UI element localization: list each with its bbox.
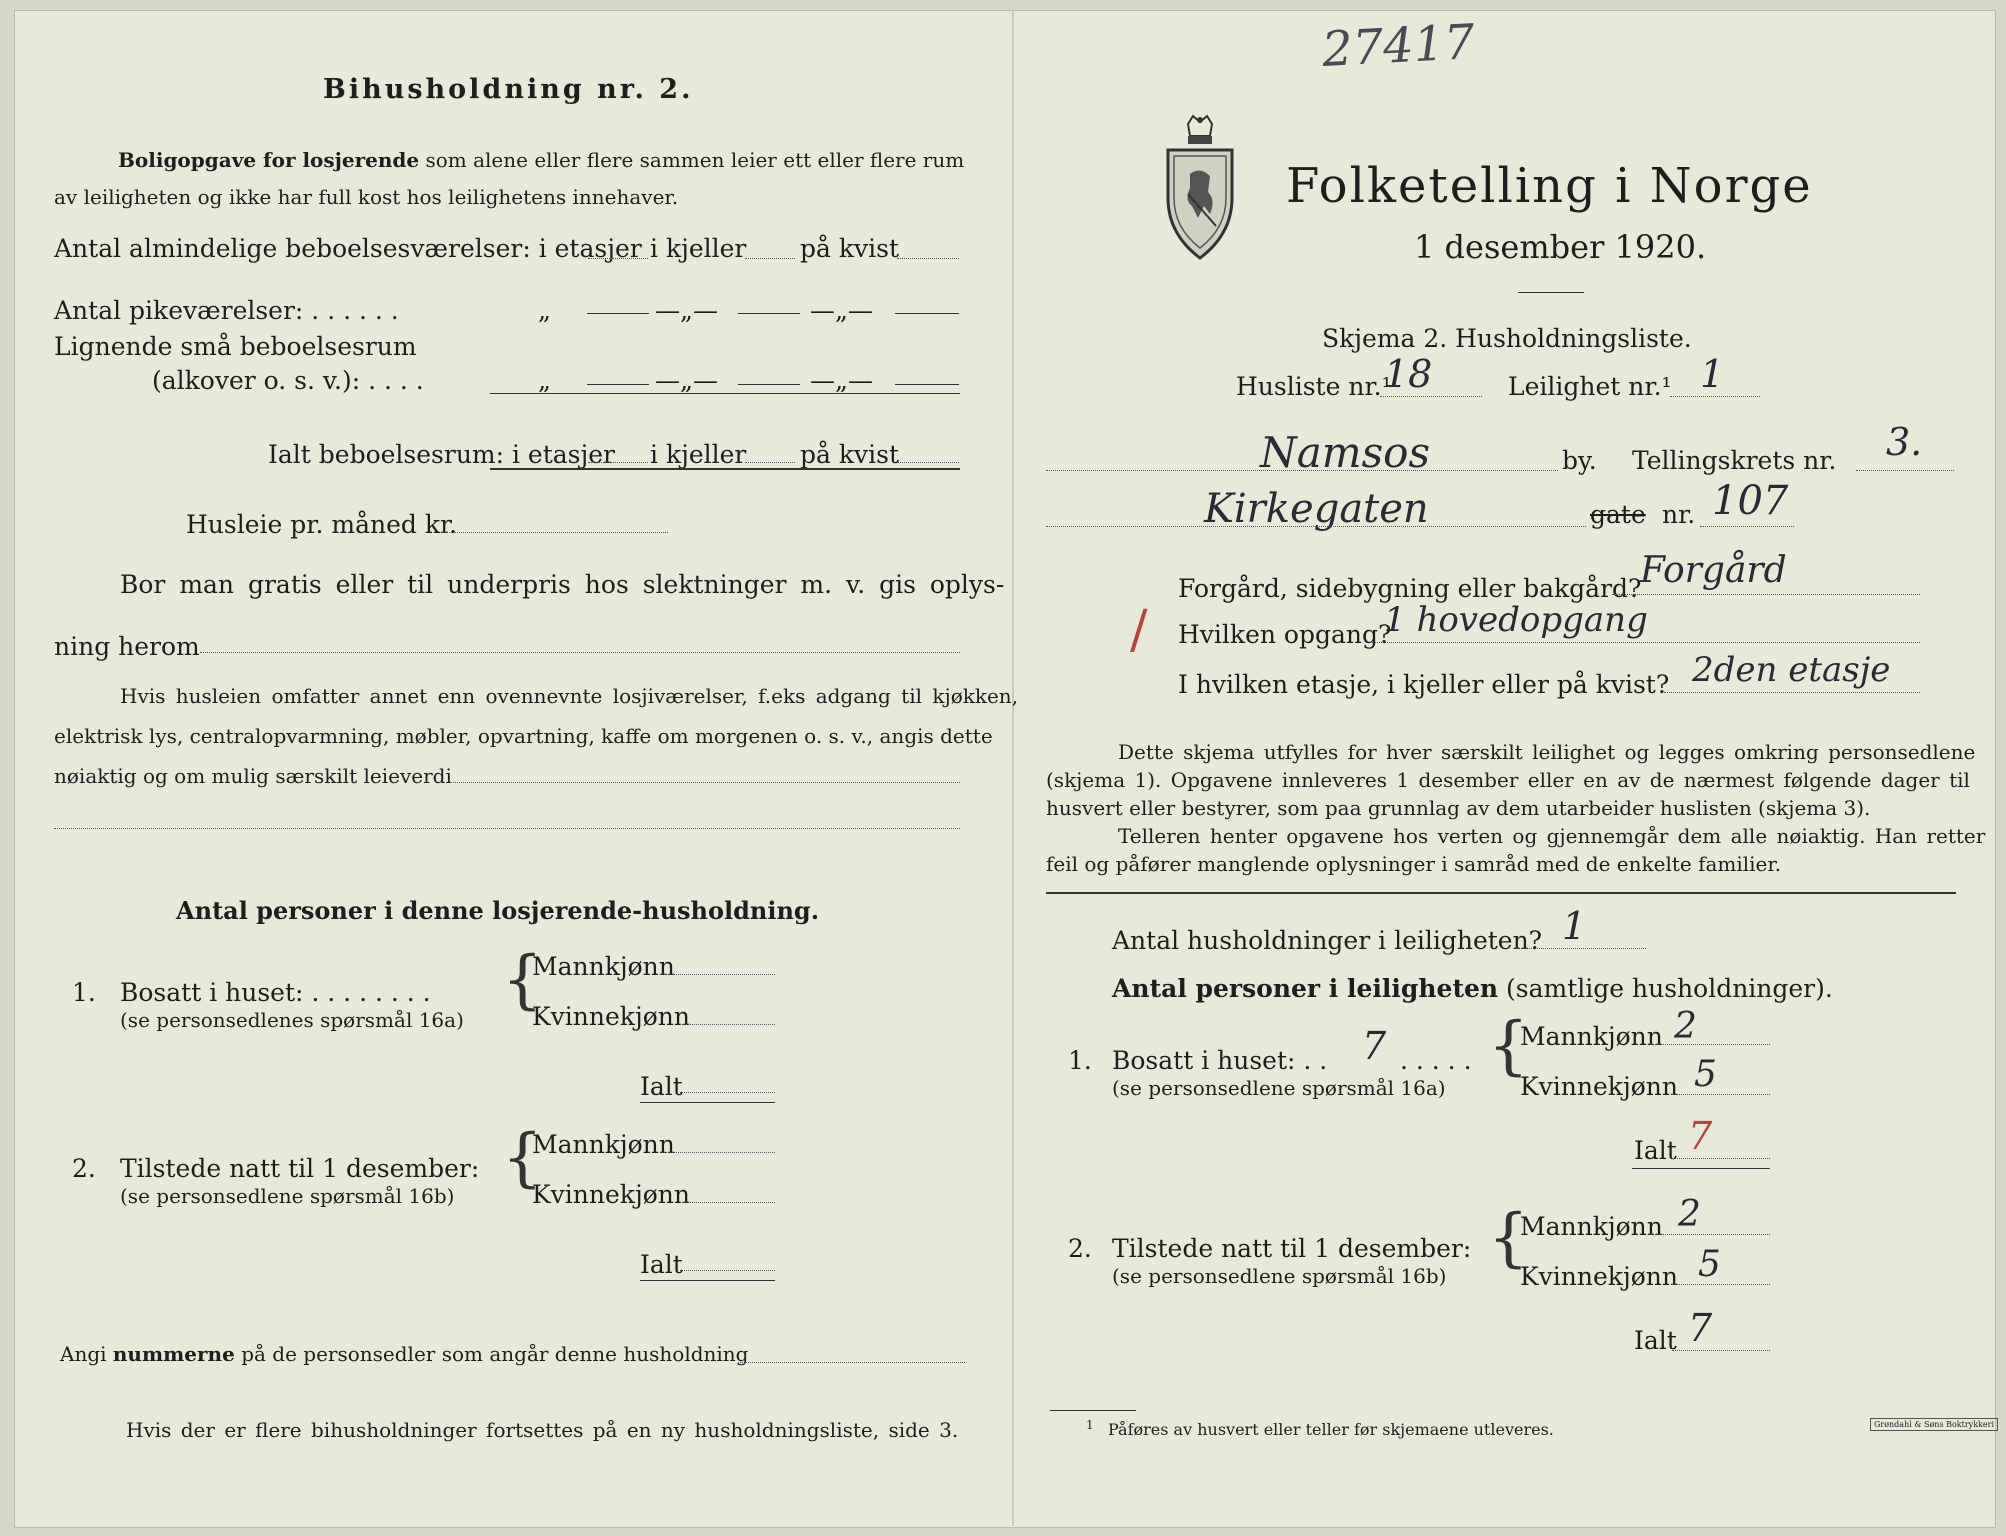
footnote-text: Påføres av husvert eller teller før skjemaene utleveres. bbox=[1108, 1420, 1554, 1439]
printer-stamp: Grøndahl & Søns Boktrykkeri bbox=[1870, 1418, 1998, 1431]
left-q2-ialt-rule bbox=[640, 1280, 775, 1281]
left-q1-sub: (se personsedlenes spørsmål 16a) bbox=[120, 1008, 464, 1032]
pike-dash1: —„— bbox=[655, 296, 718, 325]
pike-field-2[interactable] bbox=[738, 313, 800, 314]
instr-line4: Telleren henter opgavene hos verten og gjennemgår dem alle nøiaktig. Han retter bbox=[1118, 824, 1986, 848]
lignende-quote: „ bbox=[538, 366, 551, 395]
coat-of-arms-icon bbox=[1160, 114, 1240, 264]
forgard-value[interactable]: Forgård bbox=[1640, 550, 1787, 591]
gratis-line1: Bor man gratis eller til underpris hos slektninger m. v. gis oplys- bbox=[120, 570, 1005, 599]
left-q1-ialt: Ialt bbox=[640, 1072, 683, 1101]
intro-bold: Boligopgave for losjerende bbox=[118, 148, 420, 172]
by-value[interactable]: Namsos bbox=[1260, 428, 1431, 477]
rooms-etasjer-field[interactable] bbox=[588, 258, 648, 259]
by-label: by. bbox=[1562, 446, 1597, 475]
forgard-label: Forgård, sidebygning eller bakgård? bbox=[1178, 574, 1642, 603]
pike-dash2: —„— bbox=[810, 296, 873, 325]
etasje-label: I hvilken etasje, i kjeller eller på kvist? bbox=[1178, 670, 1670, 699]
pike-field-3[interactable] bbox=[895, 313, 959, 314]
angi-line bbox=[60, 1342, 748, 1366]
left-q1-num: 1. bbox=[72, 978, 96, 1007]
ialt-kvist: på kvist bbox=[800, 440, 899, 469]
instr-line5: feil og påfører manglende oplysninger i samråd med de enkelte familier. bbox=[1046, 852, 1782, 876]
husleie-field[interactable] bbox=[442, 532, 668, 533]
instr-line1: Dette skjema utfylles for hver særskilt leilighet og legges omkring personsedlene bbox=[1118, 740, 1976, 764]
hvis-line1: Hvis husleien omfatter annet enn ovennevnte losjiværelser, f.eks adgang til kjøkken, bbox=[120, 684, 1019, 708]
right-title: Folketelling i Norge bbox=[1286, 158, 1813, 214]
instr-line2: (skjema 1). Opgavene innleveres 1 desember eller en av de nærmest følgende dager til bbox=[1046, 768, 1970, 792]
etasje-field[interactable] bbox=[1664, 692, 1920, 693]
intro-line2: av leiligheten og ikke har full kost hos leilighetens innehaver. bbox=[54, 185, 679, 209]
left-q1-ialt-rule bbox=[640, 1102, 775, 1103]
left-q2-label: Tilstede natt til 1 desember: bbox=[120, 1154, 480, 1183]
rooms-kjeller: i kjeller bbox=[650, 234, 747, 263]
rooms-label: Antal almindelige beboelsesværelser: i etasjer bbox=[54, 234, 642, 263]
leieverdi-field[interactable] bbox=[450, 782, 960, 783]
right-q1-brace: { bbox=[1488, 1009, 1529, 1083]
left-q1-kvinne-field[interactable] bbox=[680, 1024, 775, 1025]
lignende-field-1[interactable] bbox=[587, 384, 649, 385]
right-q1-num: 1. bbox=[1068, 1046, 1092, 1075]
opgang-field[interactable] bbox=[1372, 642, 1920, 643]
etasje-value[interactable]: 2den etasje bbox=[1692, 650, 1891, 690]
husliste-field[interactable] bbox=[1380, 396, 1482, 397]
pike-quote: „ bbox=[538, 296, 551, 325]
right-q1-label: Bosatt i huset: . . bbox=[1112, 1046, 1328, 1075]
angi-bold: nummerne bbox=[112, 1342, 235, 1366]
left-q2-sub: (se personsedlene spørsmål 16b) bbox=[120, 1184, 455, 1208]
right-q1-mann-value[interactable]: 2 bbox=[1674, 1006, 1697, 1047]
right-q2-mann-field[interactable] bbox=[1650, 1234, 1770, 1235]
opgang-label: Hvilken opgang? bbox=[1178, 620, 1392, 649]
gate-value[interactable]: Kirkegaten bbox=[1204, 486, 1429, 532]
left-q2-brace: { bbox=[502, 1121, 543, 1195]
leilighet-field[interactable] bbox=[1670, 396, 1760, 397]
leilighet-label: Leilighet nr.¹ bbox=[1508, 372, 1672, 401]
krets-value[interactable]: 3. bbox=[1886, 420, 1923, 464]
opgang-value[interactable]: 1 hovedopgang bbox=[1384, 600, 1648, 640]
right-q2-kvinne: Kvinnekjønn bbox=[1520, 1262, 1678, 1291]
right-q2-kvinne-field[interactable] bbox=[1672, 1284, 1770, 1285]
title-rule bbox=[1518, 292, 1584, 293]
gate-nr-field[interactable] bbox=[1700, 526, 1794, 527]
rooms-kjeller-field[interactable] bbox=[745, 258, 795, 259]
left-q1-label: Bosatt i huset: . . . . . . . . bbox=[120, 978, 431, 1007]
right-antal-bold: Antal personer i leiligheten bbox=[1112, 974, 1499, 1003]
husholdninger-field[interactable] bbox=[1516, 948, 1646, 949]
instr-line3: husvert eller bestyrer, som paa grunnlag av dem utarbeider huslisten (skjema 3). bbox=[1046, 796, 1871, 820]
ialt-kvist-field[interactable] bbox=[897, 462, 959, 463]
forgard-field[interactable] bbox=[1612, 594, 1920, 595]
left-q2-num: 2. bbox=[72, 1154, 96, 1183]
gate-label: gate bbox=[1590, 500, 1646, 529]
ialt-rooms-label: Ialt beboelsesrum: i etasjer bbox=[268, 440, 616, 469]
right-q1-ialt: Ialt bbox=[1634, 1136, 1677, 1165]
gate-nr-value[interactable]: 107 bbox=[1712, 478, 1789, 524]
intro-rest: som alene eller flere sammen leier ett eller flere rum bbox=[425, 148, 965, 172]
rooms-kvist: på kvist bbox=[800, 234, 899, 263]
hvis-line3: nøiaktig og om mulig særskilt leieverdi bbox=[54, 764, 452, 788]
right-antal-line bbox=[1112, 974, 1833, 1003]
right-q2-num: 2. bbox=[1068, 1234, 1092, 1263]
husleie-label: Husleie pr. måned kr. bbox=[186, 510, 458, 539]
left-q2-mann: Mannkjønn bbox=[532, 1130, 675, 1159]
left-q1-brace: { bbox=[502, 943, 543, 1017]
husholdninger-label: Antal husholdninger i leiligheten? bbox=[1112, 926, 1543, 955]
right-q2-kvinne-value[interactable]: 5 bbox=[1698, 1244, 1721, 1285]
right-q2-brace: { bbox=[1488, 1201, 1529, 1275]
skjema-label: Skjema 2. Husholdningsliste. bbox=[1322, 324, 1692, 353]
lignende-dash1: —„— bbox=[655, 366, 718, 395]
right-q1-ialt-rule bbox=[1632, 1168, 1770, 1169]
left-q2-kvinne-field[interactable] bbox=[680, 1202, 775, 1203]
right-q2-label: Tilstede natt til 1 desember: bbox=[1112, 1234, 1472, 1263]
krets-label: Tellingskrets nr. bbox=[1632, 446, 1837, 475]
left-q2-ialt: Ialt bbox=[640, 1250, 683, 1279]
right-q2-ialt: Ialt bbox=[1634, 1326, 1677, 1355]
right-q1-mann-field[interactable] bbox=[1650, 1044, 1770, 1045]
left-q1-ialt-field[interactable] bbox=[680, 1092, 775, 1093]
page-fold bbox=[1012, 10, 1014, 1526]
left-q2-ialt-field[interactable] bbox=[680, 1270, 775, 1271]
right-q1-kvinne-value[interactable]: 5 bbox=[1694, 1054, 1717, 1095]
leieverdi-field-2[interactable] bbox=[54, 828, 960, 829]
by-field[interactable] bbox=[1046, 470, 1558, 471]
left-footer: Hvis der er flere bihusholdninger fortsettes på en ny husholdningsliste, side 3. bbox=[126, 1418, 959, 1442]
angi-post: på de personsedler som angår denne husholdning bbox=[241, 1342, 749, 1366]
census-date: 1 desember 1920. bbox=[1414, 228, 1707, 266]
right-q1-kvinne-field[interactable] bbox=[1672, 1094, 1770, 1095]
leilighet-value[interactable]: 1 bbox=[1700, 352, 1725, 396]
right-q1-kvinne: Kvinnekjønn bbox=[1520, 1072, 1678, 1101]
right-q1-value[interactable]: 7 bbox=[1362, 1024, 1387, 1068]
pike-label: Antal pikeværelser: . . . . . . bbox=[54, 296, 399, 325]
subtotal-rule bbox=[490, 393, 960, 394]
left-q1-mann-field[interactable] bbox=[660, 974, 775, 975]
right-q2-mann: Mannkjønn bbox=[1520, 1212, 1663, 1241]
right-q2-sub: (se personsedlene spørsmål 16b) bbox=[1112, 1264, 1447, 1288]
intro-line1 bbox=[118, 148, 964, 172]
lignende-field-3[interactable] bbox=[895, 384, 959, 385]
husliste-label: Husliste nr.¹ bbox=[1236, 372, 1392, 401]
krets-field[interactable] bbox=[1856, 470, 1954, 471]
left-q2-mann-field[interactable] bbox=[660, 1152, 775, 1153]
right-q1-mann: Mannkjønn bbox=[1520, 1022, 1663, 1051]
rooms-kvist-field[interactable] bbox=[897, 258, 959, 259]
left-antal-heading: Antal personer i denne losjerende-husholdning. bbox=[176, 896, 820, 925]
gate-nr-label: nr. bbox=[1662, 500, 1696, 529]
ialt-kjeller-field[interactable] bbox=[745, 462, 795, 463]
ialt-etasjer-field[interactable] bbox=[588, 462, 648, 463]
ialt-kjeller: i kjeller bbox=[650, 440, 747, 469]
husholdninger-value[interactable]: 1 bbox=[1562, 904, 1587, 948]
right-q2-ialt-field[interactable] bbox=[1672, 1350, 1770, 1351]
gratis-field[interactable] bbox=[200, 652, 960, 653]
total-rule bbox=[490, 468, 960, 470]
right-q1-ialt-field[interactable] bbox=[1672, 1158, 1770, 1159]
instructions-rule bbox=[1046, 892, 1956, 894]
lignende-label2: (alkover o. s. v.): . . . . bbox=[152, 366, 424, 395]
left-q1-mann: Mannkjønn bbox=[532, 952, 675, 981]
footnote-rule bbox=[1050, 1410, 1136, 1411]
hvis-line2: elektrisk lys, centralopvarmning, møbler, opvartning, kaffe om morgenen o. s. v., angis dette bbox=[54, 724, 993, 748]
gate-field[interactable] bbox=[1046, 526, 1586, 527]
right-q1-dots: . . . . . bbox=[1400, 1046, 1472, 1075]
right-antal-rest: (samtlige husholdninger). bbox=[1506, 974, 1833, 1003]
husliste-value[interactable]: 18 bbox=[1384, 352, 1433, 396]
opgang-check-mark: / bbox=[1130, 600, 1148, 660]
angi-pre: Angi bbox=[60, 1342, 107, 1366]
angi-field[interactable] bbox=[740, 1362, 965, 1363]
left-q2-kvinne: Kvinnekjønn bbox=[532, 1180, 690, 1209]
archive-number: 27417 bbox=[1320, 14, 1477, 78]
gratis-line2: ning herom bbox=[54, 632, 200, 661]
lignende-dash2: —„— bbox=[810, 366, 873, 395]
lignende-label1: Lignende små beboelsesrum bbox=[54, 332, 417, 361]
right-q1-sub: (se personsedlene spørsmål 16a) bbox=[1112, 1076, 1446, 1100]
pike-field-1[interactable] bbox=[587, 313, 649, 314]
left-q1-kvinne: Kvinnekjønn bbox=[532, 1002, 690, 1031]
left-title: Bihusholdning nr. 2. bbox=[323, 74, 694, 105]
right-q2-ialt-value[interactable]: 7 bbox=[1688, 1306, 1713, 1350]
lignende-field-2[interactable] bbox=[738, 384, 800, 385]
right-q1-ialt-value[interactable]: 7 bbox=[1688, 1114, 1713, 1158]
right-q2-mann-value[interactable]: 2 bbox=[1678, 1194, 1701, 1235]
footnote-mark: 1 bbox=[1086, 1418, 1094, 1432]
